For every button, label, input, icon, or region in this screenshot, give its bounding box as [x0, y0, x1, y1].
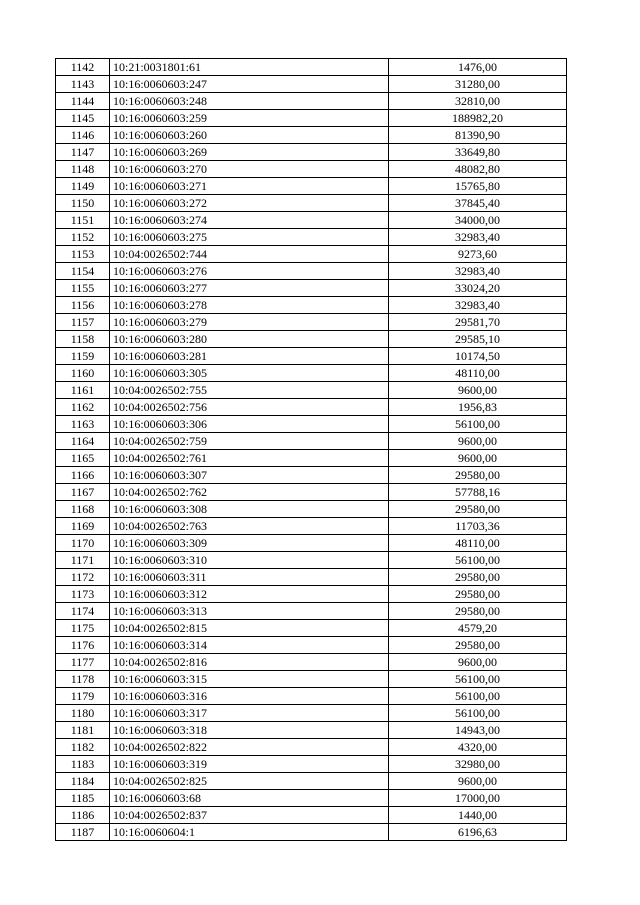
value-cell: 17000,00 — [389, 790, 567, 807]
cadastral-number-cell: 10:16:0060603:313 — [110, 603, 389, 620]
table-row — [56, 773, 567, 790]
table-row — [56, 382, 567, 399]
value-cell: 9600,00 — [389, 773, 567, 790]
row-number-cell: 1147 — [56, 144, 110, 161]
row-number-cell: 1166 — [56, 467, 110, 484]
cadastral-number-cell: 10:16:0060603:248 — [110, 93, 389, 110]
value-cell: 29580,00 — [389, 569, 567, 586]
cadastral-number-cell: 10:16:0060603:269 — [110, 144, 389, 161]
table-row — [56, 178, 567, 195]
table-row — [56, 416, 567, 433]
row-number-cell: 1157 — [56, 314, 110, 331]
table-row — [56, 586, 567, 603]
row-number-cell: 1184 — [56, 773, 110, 790]
table-row — [56, 59, 567, 76]
row-number-cell: 1168 — [56, 501, 110, 518]
row-number-cell: 1162 — [56, 399, 110, 416]
table-row — [56, 314, 567, 331]
row-number-cell: 1148 — [56, 161, 110, 178]
cadastral-number-cell: 10:16:0060603:275 — [110, 229, 389, 246]
row-number-cell: 1159 — [56, 348, 110, 365]
row-number-cell: 1173 — [56, 586, 110, 603]
value-cell: 4579,20 — [389, 620, 567, 637]
row-number-cell: 1174 — [56, 603, 110, 620]
cadastral-number-cell: 10:16:0060604:1 — [110, 824, 389, 841]
cadastral-number-cell: 10:16:0060603:309 — [110, 535, 389, 552]
row-number-cell: 1149 — [56, 178, 110, 195]
value-cell: 32810,00 — [389, 93, 567, 110]
cadastral-number-cell: 10:04:0026502:744 — [110, 246, 389, 263]
table-row — [56, 263, 567, 280]
cadastral-number-cell: 10:04:0026502:762 — [110, 484, 389, 501]
table-row — [56, 348, 567, 365]
table-row — [56, 93, 567, 110]
cadastral-number-cell: 10:04:0026502:825 — [110, 773, 389, 790]
cadastral-number-cell: 10:16:0060603:247 — [110, 76, 389, 93]
value-cell: 10174,50 — [389, 348, 567, 365]
value-cell: 29580,00 — [389, 637, 567, 654]
value-cell: 33649,80 — [389, 144, 567, 161]
table-row — [56, 603, 567, 620]
value-cell: 57788,16 — [389, 484, 567, 501]
row-number-cell: 1171 — [56, 552, 110, 569]
row-number-cell: 1186 — [56, 807, 110, 824]
cadastral-number-cell: 10:16:0060603:318 — [110, 722, 389, 739]
value-cell: 9600,00 — [389, 654, 567, 671]
row-number-cell: 1151 — [56, 212, 110, 229]
value-cell: 34000,00 — [389, 212, 567, 229]
row-number-cell: 1179 — [56, 688, 110, 705]
cadastral-number-cell: 10:04:0026502:837 — [110, 807, 389, 824]
cadastral-number-cell: 10:04:0026502:815 — [110, 620, 389, 637]
value-cell: 9600,00 — [389, 382, 567, 399]
value-cell: 32983,40 — [389, 229, 567, 246]
value-cell: 1956,83 — [389, 399, 567, 416]
table-row — [56, 127, 567, 144]
table-row — [56, 280, 567, 297]
cadastral-number-cell: 10:16:0060603:316 — [110, 688, 389, 705]
table-row — [56, 297, 567, 314]
value-cell: 33024,20 — [389, 280, 567, 297]
row-number-cell: 1183 — [56, 756, 110, 773]
value-cell: 32983,40 — [389, 263, 567, 280]
table-row — [56, 569, 567, 586]
table-row — [56, 518, 567, 535]
row-number-cell: 1145 — [56, 110, 110, 127]
row-number-cell: 1146 — [56, 127, 110, 144]
row-number-cell: 1167 — [56, 484, 110, 501]
cadastral-number-cell: 10:16:0060603:319 — [110, 756, 389, 773]
value-cell: 81390,90 — [389, 127, 567, 144]
value-cell: 32983,40 — [389, 297, 567, 314]
table-row — [56, 620, 567, 637]
table-row — [56, 671, 567, 688]
row-number-cell: 1170 — [56, 535, 110, 552]
value-cell: 56100,00 — [389, 552, 567, 569]
cadastral-number-cell: 10:16:0060603:280 — [110, 331, 389, 348]
value-cell: 1440,00 — [389, 807, 567, 824]
row-number-cell: 1164 — [56, 433, 110, 450]
value-cell: 4320,00 — [389, 739, 567, 756]
table-row — [56, 722, 567, 739]
row-number-cell: 1165 — [56, 450, 110, 467]
value-cell: 56100,00 — [389, 671, 567, 688]
cadastral-number-cell: 10:16:0060603:270 — [110, 161, 389, 178]
table-row — [56, 433, 567, 450]
row-number-cell: 1160 — [56, 365, 110, 382]
table-row — [56, 246, 567, 263]
cadastral-number-cell: 10:16:0060603:312 — [110, 586, 389, 603]
table-row — [56, 76, 567, 93]
row-number-cell: 1182 — [56, 739, 110, 756]
row-number-cell: 1169 — [56, 518, 110, 535]
table-row — [56, 450, 567, 467]
table-row — [56, 484, 567, 501]
cadastral-number-cell: 10:04:0026502:756 — [110, 399, 389, 416]
cadastral-number-cell: 10:16:0060603:307 — [110, 467, 389, 484]
cadastral-number-cell: 10:16:0060603:272 — [110, 195, 389, 212]
value-cell: 6196,63 — [389, 824, 567, 841]
row-number-cell: 1161 — [56, 382, 110, 399]
cadastral-number-cell: 10:16:0060603:310 — [110, 552, 389, 569]
cadastral-number-cell: 10:16:0060603:260 — [110, 127, 389, 144]
table-row — [56, 688, 567, 705]
value-cell: 48082,80 — [389, 161, 567, 178]
row-number-cell: 1154 — [56, 263, 110, 280]
table-row — [56, 501, 567, 518]
table-row — [56, 229, 567, 246]
table-row — [56, 654, 567, 671]
table-row — [56, 365, 567, 382]
value-cell: 31280,00 — [389, 76, 567, 93]
row-number-cell: 1177 — [56, 654, 110, 671]
table-row — [56, 467, 567, 484]
value-cell: 29580,00 — [389, 603, 567, 620]
row-number-cell: 1180 — [56, 705, 110, 722]
cadastral-number-cell: 10:16:0060603:279 — [110, 314, 389, 331]
row-number-cell: 1178 — [56, 671, 110, 688]
cadastral-number-cell: 10:04:0026502:822 — [110, 739, 389, 756]
table-row — [56, 637, 567, 654]
table-row — [56, 807, 567, 824]
value-cell: 15765,80 — [389, 178, 567, 195]
row-number-cell: 1152 — [56, 229, 110, 246]
table-row — [56, 195, 567, 212]
value-cell: 29580,00 — [389, 586, 567, 603]
value-cell: 48110,00 — [389, 365, 567, 382]
cadastral-number-cell: 10:16:0060603:259 — [110, 110, 389, 127]
value-cell: 29580,00 — [389, 467, 567, 484]
row-number-cell: 1175 — [56, 620, 110, 637]
table-row — [56, 144, 567, 161]
value-cell: 14943,00 — [389, 722, 567, 739]
table-body — [56, 59, 567, 841]
row-number-cell: 1156 — [56, 297, 110, 314]
cadastral-number-cell: 10:16:0060603:274 — [110, 212, 389, 229]
cadastral-number-cell: 10:04:0026502:816 — [110, 654, 389, 671]
value-cell: 11703,36 — [389, 518, 567, 535]
value-cell: 56100,00 — [389, 688, 567, 705]
row-number-cell: 1150 — [56, 195, 110, 212]
table-row — [56, 399, 567, 416]
row-number-cell: 1185 — [56, 790, 110, 807]
value-cell: 9600,00 — [389, 433, 567, 450]
cadastral-number-cell: 10:04:0026502:755 — [110, 382, 389, 399]
row-number-cell: 1143 — [56, 76, 110, 93]
value-cell: 1476,00 — [389, 59, 567, 76]
cadastral-number-cell: 10:16:0060603:317 — [110, 705, 389, 722]
table-row — [56, 824, 567, 841]
row-number-cell: 1158 — [56, 331, 110, 348]
value-cell: 29585,10 — [389, 331, 567, 348]
value-cell: 37845,40 — [389, 195, 567, 212]
value-cell: 32980,00 — [389, 756, 567, 773]
table-row — [56, 161, 567, 178]
row-number-cell: 1181 — [56, 722, 110, 739]
row-number-cell: 1153 — [56, 246, 110, 263]
cadastral-number-cell: 10:16:0060603:315 — [110, 671, 389, 688]
cadastral-number-cell: 10:16:0060603:305 — [110, 365, 389, 382]
table-row — [56, 756, 567, 773]
value-cell: 56100,00 — [389, 416, 567, 433]
row-number-cell: 1155 — [56, 280, 110, 297]
cadastral-number-cell: 10:16:0060603:314 — [110, 637, 389, 654]
cadastral-number-cell: 10:16:0060603:278 — [110, 297, 389, 314]
table-row — [56, 790, 567, 807]
cadastral-number-cell: 10:21:0031801:61 — [110, 59, 389, 76]
table-row — [56, 535, 567, 552]
cadastral-number-cell: 10:04:0026502:761 — [110, 450, 389, 467]
cadastral-number-cell: 10:16:0060603:306 — [110, 416, 389, 433]
table-row — [56, 705, 567, 722]
cadastral-number-cell: 10:16:0060603:311 — [110, 569, 389, 586]
cadastral-number-cell: 10:16:0060603:68 — [110, 790, 389, 807]
value-cell: 56100,00 — [389, 705, 567, 722]
value-cell: 188982,20 — [389, 110, 567, 127]
row-number-cell: 1144 — [56, 93, 110, 110]
row-number-cell: 1163 — [56, 416, 110, 433]
row-number-cell: 1187 — [56, 824, 110, 841]
table-row — [56, 110, 567, 127]
value-cell: 48110,00 — [389, 535, 567, 552]
cadastral-number-cell: 10:16:0060603:276 — [110, 263, 389, 280]
cadastral-number-cell: 10:04:0026502:759 — [110, 433, 389, 450]
row-number-cell: 1142 — [56, 59, 110, 76]
value-cell: 9273,60 — [389, 246, 567, 263]
value-cell: 29581,70 — [389, 314, 567, 331]
table-row — [56, 739, 567, 756]
cadastral-number-cell: 10:16:0060603:271 — [110, 178, 389, 195]
row-number-cell: 1172 — [56, 569, 110, 586]
value-cell: 29580,00 — [389, 501, 567, 518]
row-number-cell: 1176 — [56, 637, 110, 654]
cadastral-number-cell: 10:16:0060603:277 — [110, 280, 389, 297]
cadastral-number-cell: 10:04:0026502:763 — [110, 518, 389, 535]
table-row — [56, 212, 567, 229]
value-cell: 9600,00 — [389, 450, 567, 467]
cadastral-number-cell: 10:16:0060603:281 — [110, 348, 389, 365]
land-plot-table — [55, 58, 567, 841]
table-row — [56, 552, 567, 569]
table-row — [56, 331, 567, 348]
cadastral-number-cell: 10:16:0060603:308 — [110, 501, 389, 518]
